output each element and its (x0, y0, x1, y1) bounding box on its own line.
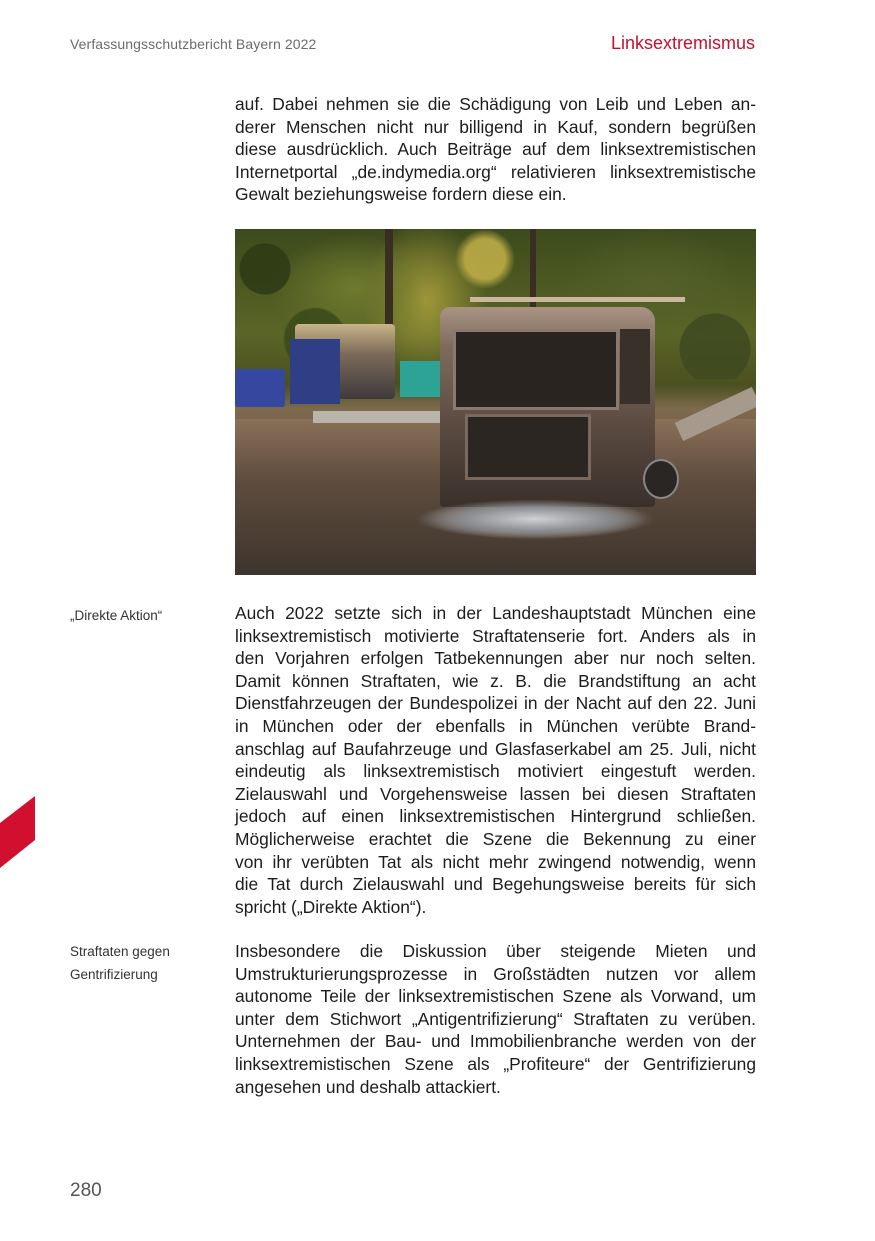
photo-trailer (313, 411, 443, 423)
text-line: Möglicherweise erachtet die Szene die Bekennung zu einer (235, 828, 756, 849)
text-line: anschlag auf Baufahrzeuge und Glasfaserkabel am 25. Juli, nicht (235, 738, 756, 759)
photo-wheel (643, 459, 679, 499)
text-line: angesehen und deshalb attackiert. (235, 1076, 501, 1097)
page-number: 280 (70, 1180, 102, 1201)
text-line: Dienstfahrzeugen der Bundespolizei in der Nacht auf den 22. Juni (235, 693, 756, 714)
text-line: von ihr verübten Tat als nicht mehr zwingend notwendig, wenn (235, 851, 756, 872)
photo-blue-truck (290, 339, 340, 404)
text-line: unter dem Stichwort „Antigentrifizierung“ Straftaten zu verüben. (235, 1008, 756, 1029)
text-line: Insbesondere die Diskussion über steigende Mieten und (235, 941, 756, 961)
text-line: Gewalt beziehungsweise fordern diese ein. (235, 184, 567, 205)
photo-burned-vehicles (235, 229, 756, 575)
text-line: jedoch auf einen linksextremistischen Hintergrund schließen. (235, 806, 756, 827)
text-line: auf. Dabei nehmen sie die Schädigung von Leib und Leben an- (235, 94, 756, 114)
photo-blue-vehicle (235, 369, 285, 407)
text-line: linksextremistisch motivierte Straftatenserie fort. Anders als in (235, 625, 756, 646)
text-line: derer Menschen nicht nur billigend in Kauf, sondern begrüßen (235, 116, 756, 137)
photo-cab-door (620, 329, 650, 404)
paragraph-direkte-aktion (235, 602, 756, 918)
paragraph-intro (235, 93, 756, 206)
margin-note-direkte-aktion: „Direkte Aktion“ (70, 608, 163, 623)
margin-note-line: Straftaten gegen (70, 944, 170, 959)
text-line: in München oder der ebenfalls in München verübte Brand- (235, 715, 756, 736)
photo-cab-grille (465, 414, 591, 480)
running-head-publication: Verfassungsschutzbericht Bayern 2022 (70, 36, 317, 52)
chapter-side-tab (0, 796, 35, 868)
text-line: spricht („Direkte Aktion“). (235, 896, 427, 917)
margin-note-gentrifizierung (70, 940, 220, 986)
text-line: Umstrukturierungsprozesse in Großstädten nutzen vor allem (235, 963, 756, 984)
photo-cab-window (453, 329, 619, 410)
text-line: diese ausdrücklich. Auch Beiträge auf dem linksextremistischen (235, 139, 756, 160)
text-line: Zielauswahl und Vorgehensweise lassen bei diesen Straftaten (235, 783, 756, 804)
photo-roof-rack (470, 297, 685, 302)
text-line: Auch 2022 setzte sich in der Landeshauptstadt München eine (235, 603, 756, 623)
margin-note-line: Gentrifizierung (70, 967, 158, 982)
photo-tree-trunk (530, 229, 536, 319)
photo-generator (400, 361, 442, 397)
text-line: Internetportal „de.indymedia.org“ relativieren linksextremistische (235, 161, 756, 182)
text-line: Unternehmen der Bau- und Immobilienbranche werden von der (235, 1031, 756, 1052)
text-line: die Tat durch Zielauswahl und Begehungsweise bereits für sich (235, 874, 756, 895)
text-line: autonome Teile der linksextremistischen Szene als Vorwand, um (235, 986, 756, 1007)
text-line: Damit können Straftaten, wie z. B. die Brandstiftung an acht (235, 670, 756, 691)
photo-ash (415, 499, 655, 539)
text-line: linksextremistischen Szene als „Profiteure“ der Gentrifizierung (235, 1053, 756, 1074)
text-line: den Vorjahren erfolgen Tatbekennungen aber nur noch selten. (235, 648, 756, 669)
running-head-chapter: Linksextremismus (610, 33, 755, 53)
paragraph-gentrifizierung (235, 940, 756, 1098)
text-line: eindeutig als linksextremistisch motiviert eingestuft werden. (235, 761, 756, 782)
